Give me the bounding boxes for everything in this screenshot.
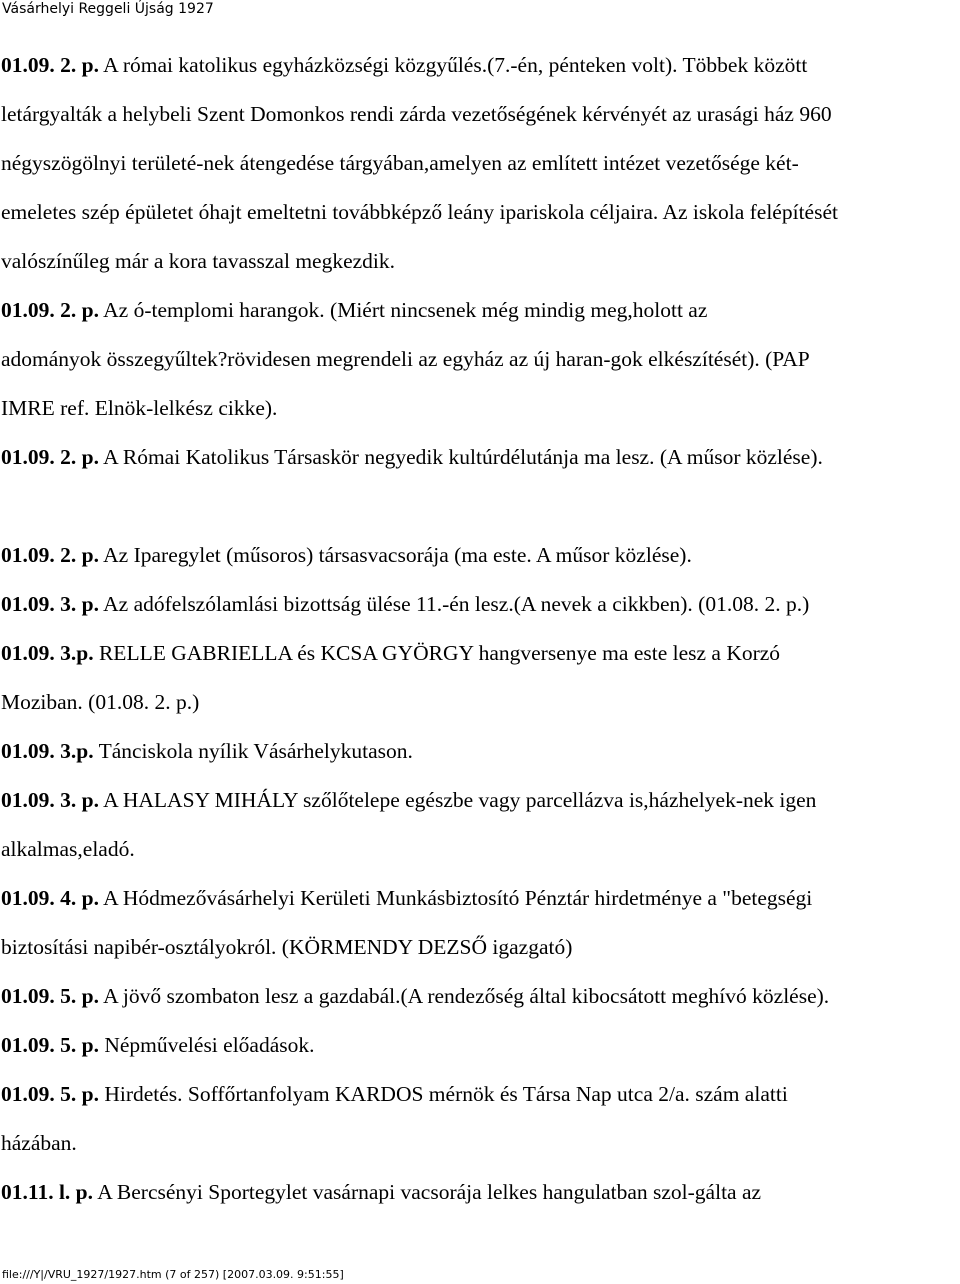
entry-text: biztosítási napibér-osztályokról. (KÖRMENDY DEZSŐ igazgató) [1, 935, 573, 959]
entry-date: 01.09. 2. p. [1, 445, 99, 469]
entry-text: alkalmas,eladó. [1, 837, 135, 861]
text-line [1, 531, 956, 580]
text-line [1, 727, 956, 776]
text-line [1, 629, 956, 678]
blank-line [1, 482, 956, 531]
entry-date: 01.09. 2. p. [1, 298, 99, 322]
text-line [1, 188, 956, 237]
entry-text: Moziban. (01.08. 2. p.) [1, 690, 200, 714]
entry-text: A HALASY MIHÁLY szőlőtelepe egészbe vagy parcellázva is,házhelyek-nek igen [98, 788, 817, 812]
text-line [1, 825, 956, 874]
entry-text: valószínűleg már a kora tavasszal megkezdik. [1, 249, 396, 273]
text-line [1, 972, 956, 1021]
entry-text: adományok összegyűltek?rövidesen megrendeli az egyház az új haran-gok elkészítését). (PAP [1, 347, 810, 371]
entry-text: Hirdetés. Soffőrtanfolyam KARDOS mérnök és Társa Nap utca 2/a. szám alatti [98, 1082, 788, 1106]
text-line [1, 139, 956, 188]
entry-text: házában. [1, 1131, 77, 1155]
entry-text: A Római Katolikus Társaskör negyedik kultúrdélutánja ma lesz. (A műsor közlése). [98, 445, 823, 469]
entry-text: A Hódmezővásárhelyi Kerületi Munkásbiztosító Pénztár hirdetménye a "betegségi [98, 886, 813, 910]
page-header [2, 0, 214, 18]
text-line [1, 384, 956, 433]
entry-date: 01.09. 4. p. [1, 886, 99, 910]
entry-text: letárgyalták a helybeli Szent Domonkos rendi zárda vezetőségének kérvényét az urasági ház 960 [1, 102, 832, 126]
entry-date: 01.09. 2. p. [1, 543, 99, 567]
header-title: Vásárhelyi Reggeli Újság 1927 [2, 1, 214, 17]
text-line [1, 678, 956, 727]
entry-date: 01.09. 3. p. [1, 592, 99, 616]
entry-text: Az adófelszólamlási bizottság ülése 11.-én lesz.(A nevek a cikkben). (01.08. 2. p.) [98, 592, 810, 616]
text-line [1, 1021, 956, 1070]
text-line [1, 1070, 956, 1119]
entry-text: Az Iparegylet (műsoros) társasvacsorája (ma este. A műsor közlése). [98, 543, 692, 567]
entry-text: Az ó-templomi harangok. (Miért nincsenek még mindig meg,holott az [98, 298, 708, 322]
entry-date: 01.09. 5. p. [1, 984, 99, 1008]
text-line [1, 237, 956, 286]
entry-date: 01.09. 3. p. [1, 788, 99, 812]
entry-text: A római katolikus egyházközségi közgyűlés.(7.-én, pénteken volt). Többek között [98, 53, 808, 77]
text-line [1, 923, 956, 972]
text-line [1, 874, 956, 923]
entry-date: 01.09. 3.p. [1, 739, 94, 763]
text-line [1, 41, 956, 90]
document-body [1, 41, 956, 1217]
entry-date: 01.09. 3.p. [1, 641, 94, 665]
text-line [1, 776, 956, 825]
entry-text: Tánciskola nyílik Vásárhelykutason. [93, 739, 413, 763]
entry-text: IMRE ref. Elnök-lelkész cikke). [1, 396, 278, 420]
entry-text: négyszögölnyi területé-nek átengedése tárgyában,amelyen az említett intézet vezetősége két- [1, 151, 799, 175]
entry-text: A jövő szombaton lesz a gazdabál.(A rendezőség által kibocsátott meghívó közlése). [98, 984, 830, 1008]
text-line [1, 286, 956, 335]
entry-text: A Bercsényi Sportegylet vasárnapi vacsorája lelkes hangulatban szol-gálta az [93, 1180, 762, 1204]
text-line [1, 335, 956, 384]
footer-file-path: file:///Y|/VRU_1927/1927.htm (7 of 257) [2007.03.09. 9:51:55] [2, 1268, 344, 1281]
entry-text: RELLE GABRIELLA és KCSA GYÖRGY hangversenye ma este lesz a Korzó [93, 641, 781, 665]
entry-date: 01.09. 5. p. [1, 1082, 99, 1106]
text-line [1, 1168, 956, 1217]
entry-date: 01.11. l. p. [1, 1180, 93, 1204]
entry-date: 01.09. 5. p. [1, 1033, 99, 1057]
entry-text: emeletes szép épületet óhajt emeltetni továbbképző leány ipariskola céljaira. Az iskola felépítését [1, 200, 838, 224]
text-line [1, 580, 956, 629]
text-line [1, 1119, 956, 1168]
entry-date: 01.09. 2. p. [1, 53, 99, 77]
text-line [1, 433, 956, 482]
text-line [1, 90, 956, 139]
entry-text: Népművelési előadások. [98, 1033, 315, 1057]
page-footer [2, 1268, 344, 1282]
